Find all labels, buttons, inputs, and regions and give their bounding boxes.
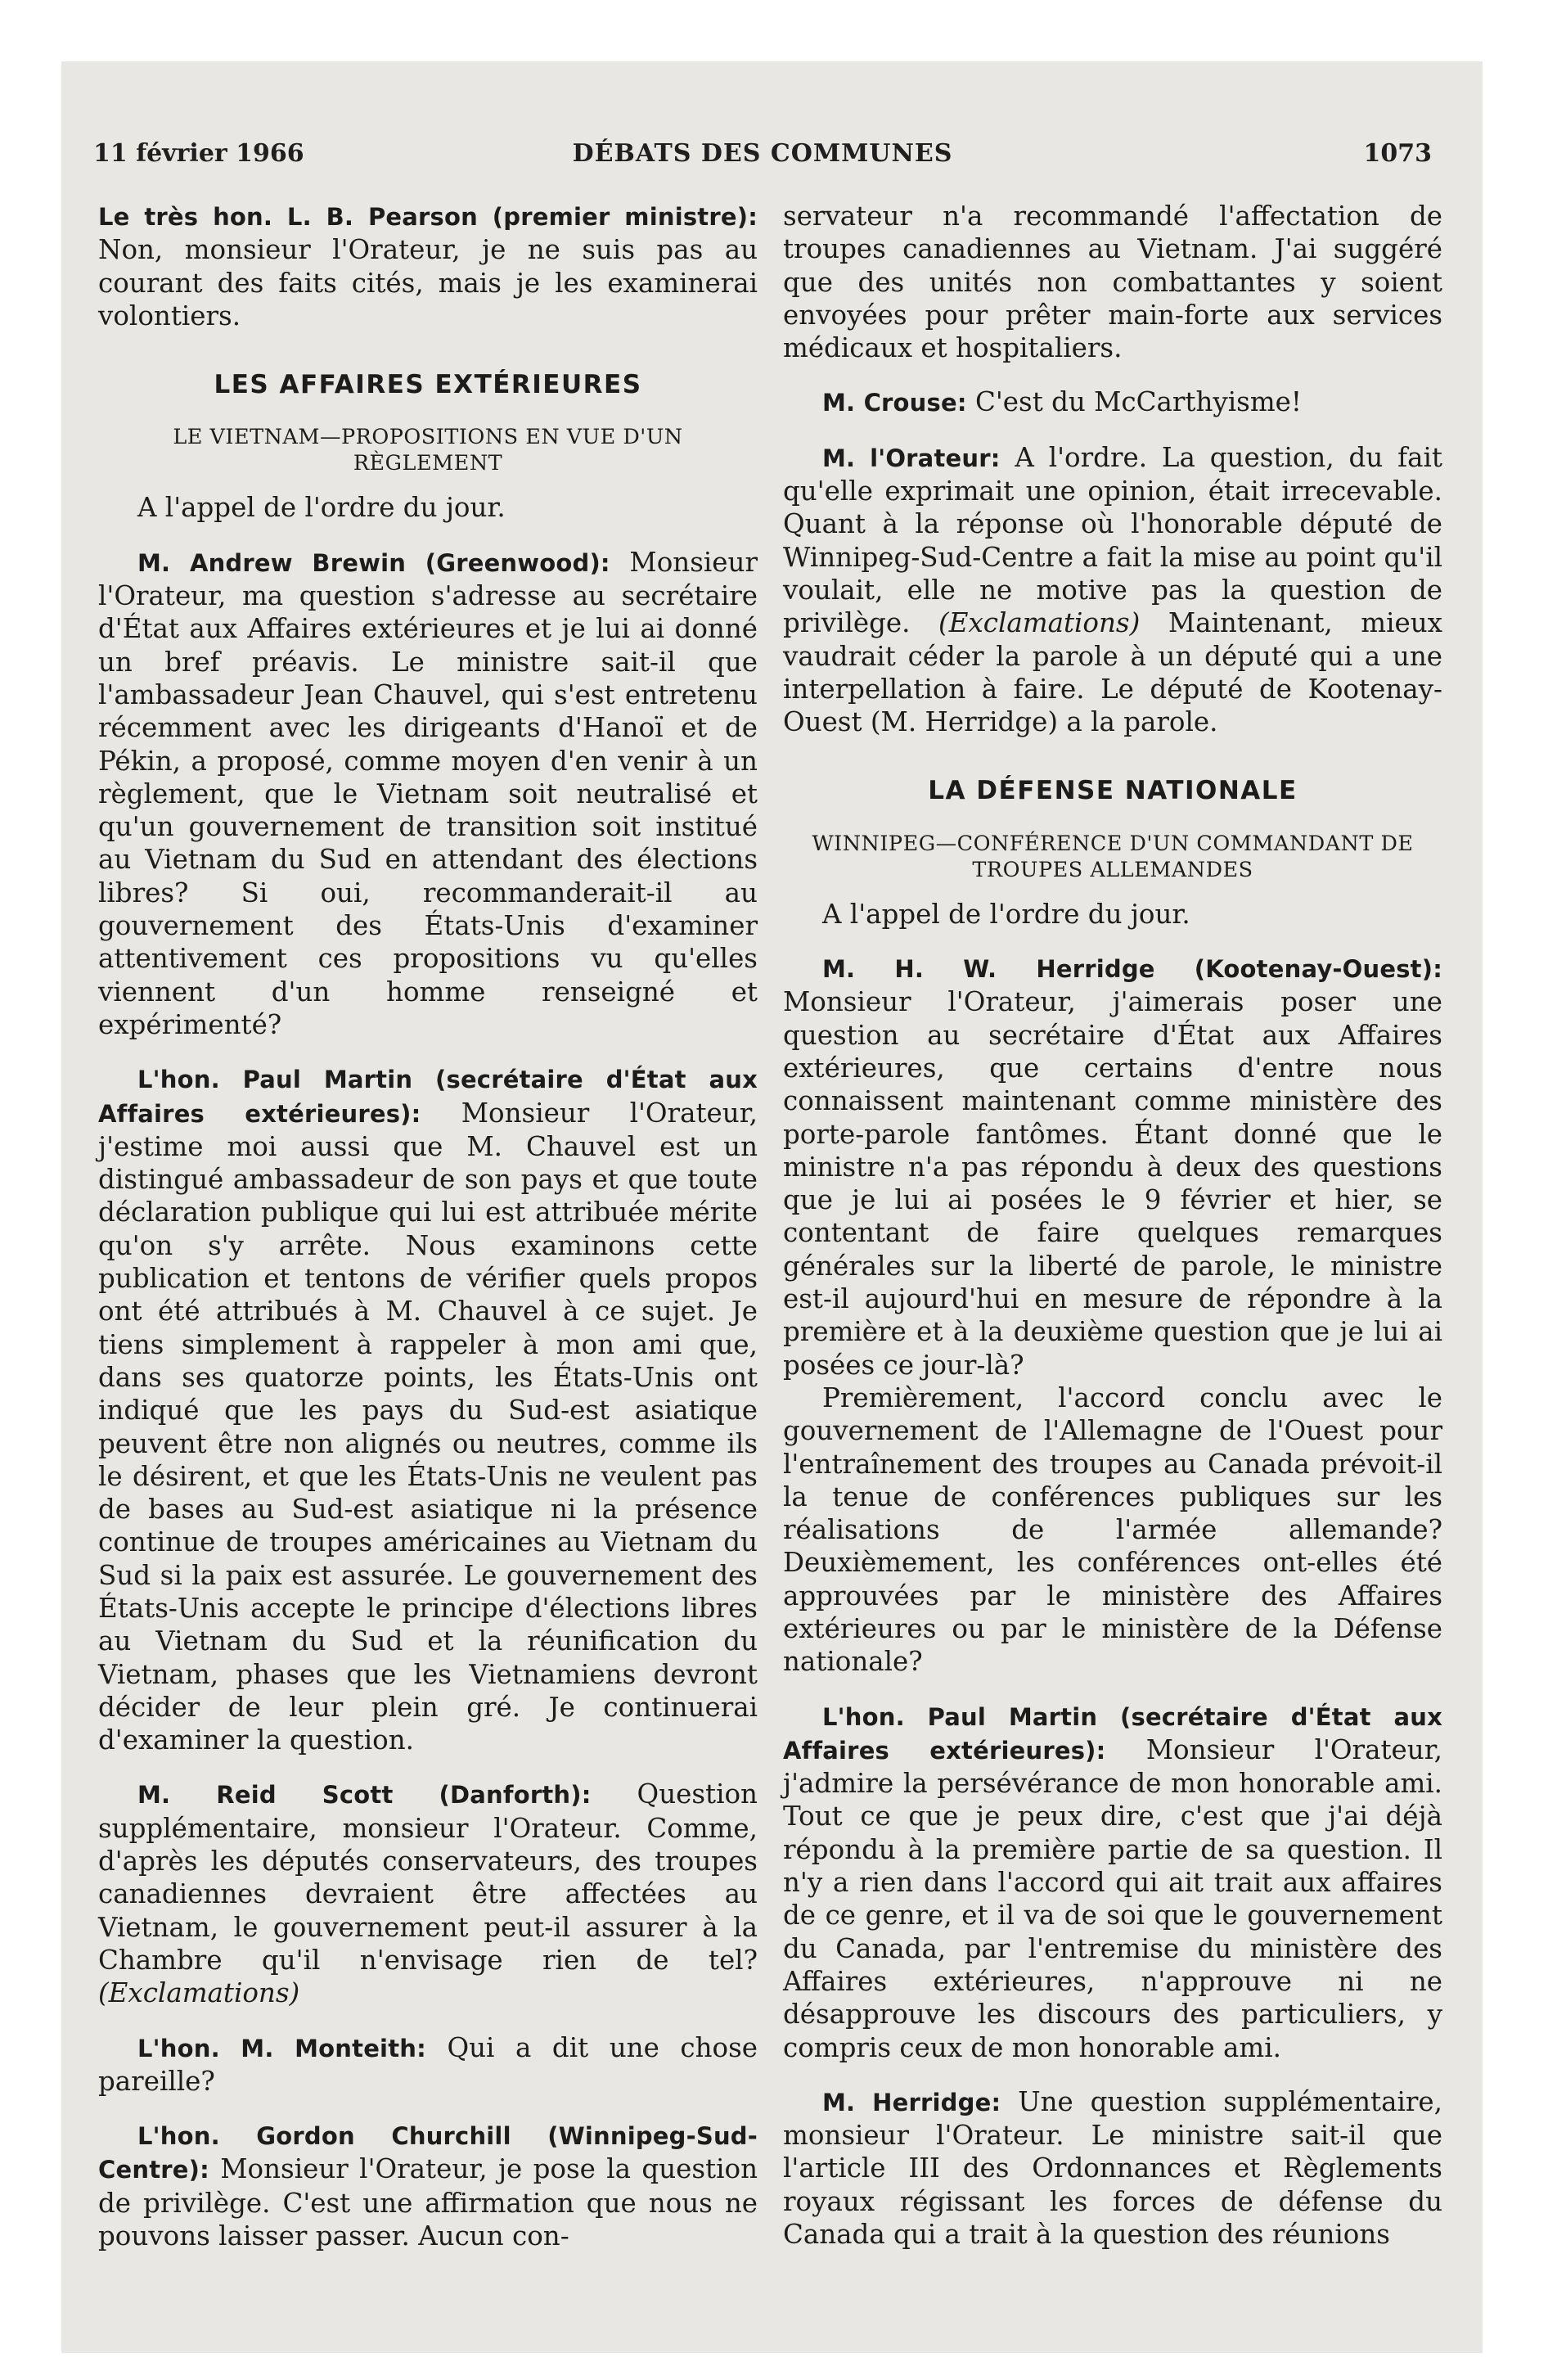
paragraph-text: Maintenant, mieux vaudrait céder la parole à un député qui a une interpellation à faire. Le député de Kootenay-Ouest (M. Herridge) a la parole. — [783, 607, 1442, 738]
paragraph-text: Monsieur l'Orateur, j'aimerais poser une question au secrétaire d'État aux Affaires extérieures, que certains d'entre nous connaissent maintenant comme ministère des porte-parole fantômes. Étant donné que le ministre n'a pas répondu à deux des questions que je lui ai posées le 9 février et hier, se contentant de faire quelques remarques générales sur la liberté de parole, le ministre est-il aujourd'hui en mesure de répondre à la première et à la deuxième question que je lui ai posées ce jour-là? — [783, 986, 1442, 1381]
paragraph-pearson — [98, 200, 758, 332]
paragraph-italic: (Exclamations) — [98, 1977, 300, 2009]
speaker-name: M. Andrew Brewin (Greenwood): — [137, 548, 610, 577]
paragraph-scott — [98, 1778, 758, 2009]
speaker-name: L'hon. Paul Martin (secrétaire d'État aux Affaires extérieures): — [783, 1702, 1442, 1765]
paragraph-text: Qui a dit une chose pareille? — [98, 2031, 758, 2097]
speaker-name: M. Reid Scott (Danforth): — [137, 1781, 592, 1810]
speaker-name: M. l'Orateur: — [822, 444, 1001, 472]
speaker-name: L'hon. M. Monteith: — [137, 2034, 426, 2062]
paragraph-churchill — [98, 2119, 758, 2252]
paragraph-martin-reply — [783, 1700, 1442, 2064]
paragraph-crouse — [783, 385, 1442, 419]
order-of-day: A l'appel de l'ordre du jour. — [822, 898, 1190, 930]
header-page-number: 1073 — [1363, 139, 1432, 168]
paragraph-speaker-orateur — [783, 441, 1442, 739]
speaker-name: L'hon. Paul Martin (secrétaire d'État aux Affaires extérieures): — [98, 1066, 758, 1128]
paragraph-text: A l'ordre. La question, du fait qu'elle exprimait une opinion, était irrecevable. Quant à la réponse où l'honorable député de Winnipeg-Sud-Centre a fait la mise au point qu'il voulait, elle ne motive pas la question de privilège. — [783, 441, 1442, 639]
header-title: DÉBATS DES COMMUNES — [572, 139, 953, 168]
speaker-name: L'hon. Gordon Churchill (Winnipeg-Sud-Centre): — [98, 2122, 758, 2184]
speaker-name: M. Herridge: — [822, 2088, 1001, 2116]
right-column — [783, 200, 1442, 2251]
order-of-day: A l'appel de l'ordre du jour. — [137, 492, 506, 524]
section-heading: LES AFFAIRES EXTÉRIEURES — [214, 370, 642, 400]
paragraph-text: Monsieur l'Orateur, j'admire la persévérance de mon honorable ami. Tout ce que je peux dire, c'est que j'ai déjà répondu à la première partie de sa question. Il n'y a rien dans l'accord qui ait trait aux affaires de ce genre, et il va de soi que le gouvernement du Canada, par l'entremise du ministère des Affaires extérieures, n'approuve ni ne désapprouve les discours des particuliers, y compris ceux de mon honorable ami. — [783, 1733, 1442, 2063]
speaker-name: M. Crouse: — [822, 389, 967, 417]
paragraph-text: Monsieur l'Orateur, j'estime moi aussi que M. Chauvel est un distingué ambassadeur de son pays et que toute déclaration publique qui lui est attribuée mérite qu'on s'y arrête. Nous examinons cette publication et tentons de vérifier quels propos ont été attribués à M. Chauvel à ce sujet. Je tiens simplement à rappeler à mon ami que, dans ses quatorze points, les États-Unis ont indiqué que les pays du Sud-est asiatique peuvent être non alignés ou neutres, comme ils le désirent, et que les États-Unis ne veulent pas de bases au Sud-est asiatique ni la présence continue de troupes américaines au Vietnam du Sud si la paix est assurée. Le gouvernement des États-Unis accepte le principe d'élections libres au Vietnam du Sud et la réunification du Vietnam, phases que les Vietnamiens devront décider de leur plein gré. Je continuerai d'examiner la question. — [98, 1097, 758, 1756]
paragraph-herridge — [783, 952, 1442, 1382]
header-date: 11 février 1966 — [93, 139, 304, 168]
paragraph-martin — [98, 1062, 758, 1756]
left-column — [98, 200, 758, 2252]
subheading: WINNIPEG—CONFÉRENCE D'UN COMMANDANT DE TROUPES ALLEMANDES — [812, 831, 1414, 882]
speaker-name: Le très hon. L. B. Pearson (premier ministre): — [98, 203, 758, 231]
paragraph-italic: (Exclamations) — [938, 607, 1141, 639]
paragraph-herridge-cont: Premièrement, l'accord conclu avec le gouvernement de l'Allemagne de l'Ouest pour l'entraînement des troupes au Canada prévoit-il la tenue de conférences publiques sur les réalisations de l'armée allemande? Deuxièmement, les conférences ont-elles été approuvées par le ministère des Affaires extérieures ou par le ministère de la Défense nationale? — [783, 1382, 1442, 1678]
paragraph-text: C'est du McCarthyisme! — [966, 386, 1302, 418]
paragraph-herridge-supplementary — [783, 2085, 1442, 2251]
paragraph-text: Une question supplémentaire, monsieur l'Orateur. Le ministre sait-il que l'article III des Ordonnances et Règlements royaux régissant les forces de défense du Canada qui a trait à la question des réunions — [783, 2085, 1442, 2251]
paragraph-text: Monsieur l'Orateur, je pose la question de privilège. C'est une affirmation que nous ne pouvons laisser passer. Aucun con- — [98, 2153, 758, 2252]
running-header — [93, 139, 1432, 172]
paragraph-churchill-cont: servateur n'a recommandé l'affectation de troupes canadiennes au Vietnam. J'ai suggéré que des unités non combattantes y soient envoyées pour prêter main-forte aux services médicaux et hospitaliers. — [783, 201, 1442, 364]
paragraph-brewin — [98, 546, 758, 1041]
paragraph-text: Monsieur l'Orateur, ma question s'adresse au secrétaire d'État aux Affaires extérieures et je lui ai donné un bref préavis. Le ministre sait-il que l'ambassadeur Jean Chauvel, qui s'est entretenu récemment avec les dirigeants d'Hanoï et de Pékin, a proposé, comme moyen d'en venir à un règlement, que le Vietnam soit neutralisé et qu'un gouvernement de transition soit institué au Vietnam du Sud en attendant des élections libres? Si oui, recommanderait-il au gouvernement des États-Unis d'examiner attentivement ces propositions vu qu'elles viennent d'un homme renseigné et expérimenté? — [98, 546, 758, 1040]
section-heading: LA DÉFENSE NATIONALE — [928, 776, 1298, 806]
paragraph-text: Question supplémentaire, monsieur l'Orateur. Comme, d'après les députés conservateurs, des troupes canadiennes devraient être affectées au Vietnam, le gouvernement peut-il assurer à la Chambre qu'il n'envisage rien de tel? — [98, 1778, 758, 1976]
paragraph-monteith — [98, 2031, 758, 2098]
paragraph-text: Non, monsieur l'Orateur, je ne suis pas au courant des faits cités, mais je les examinerai volontiers. — [98, 234, 758, 331]
subheading: LE VIETNAM—PROPOSITIONS EN VUE D'UN RÈGLEMENT — [173, 425, 683, 476]
speaker-name: M. H. W. Herridge (Kootenay-Ouest): — [822, 955, 1442, 984]
